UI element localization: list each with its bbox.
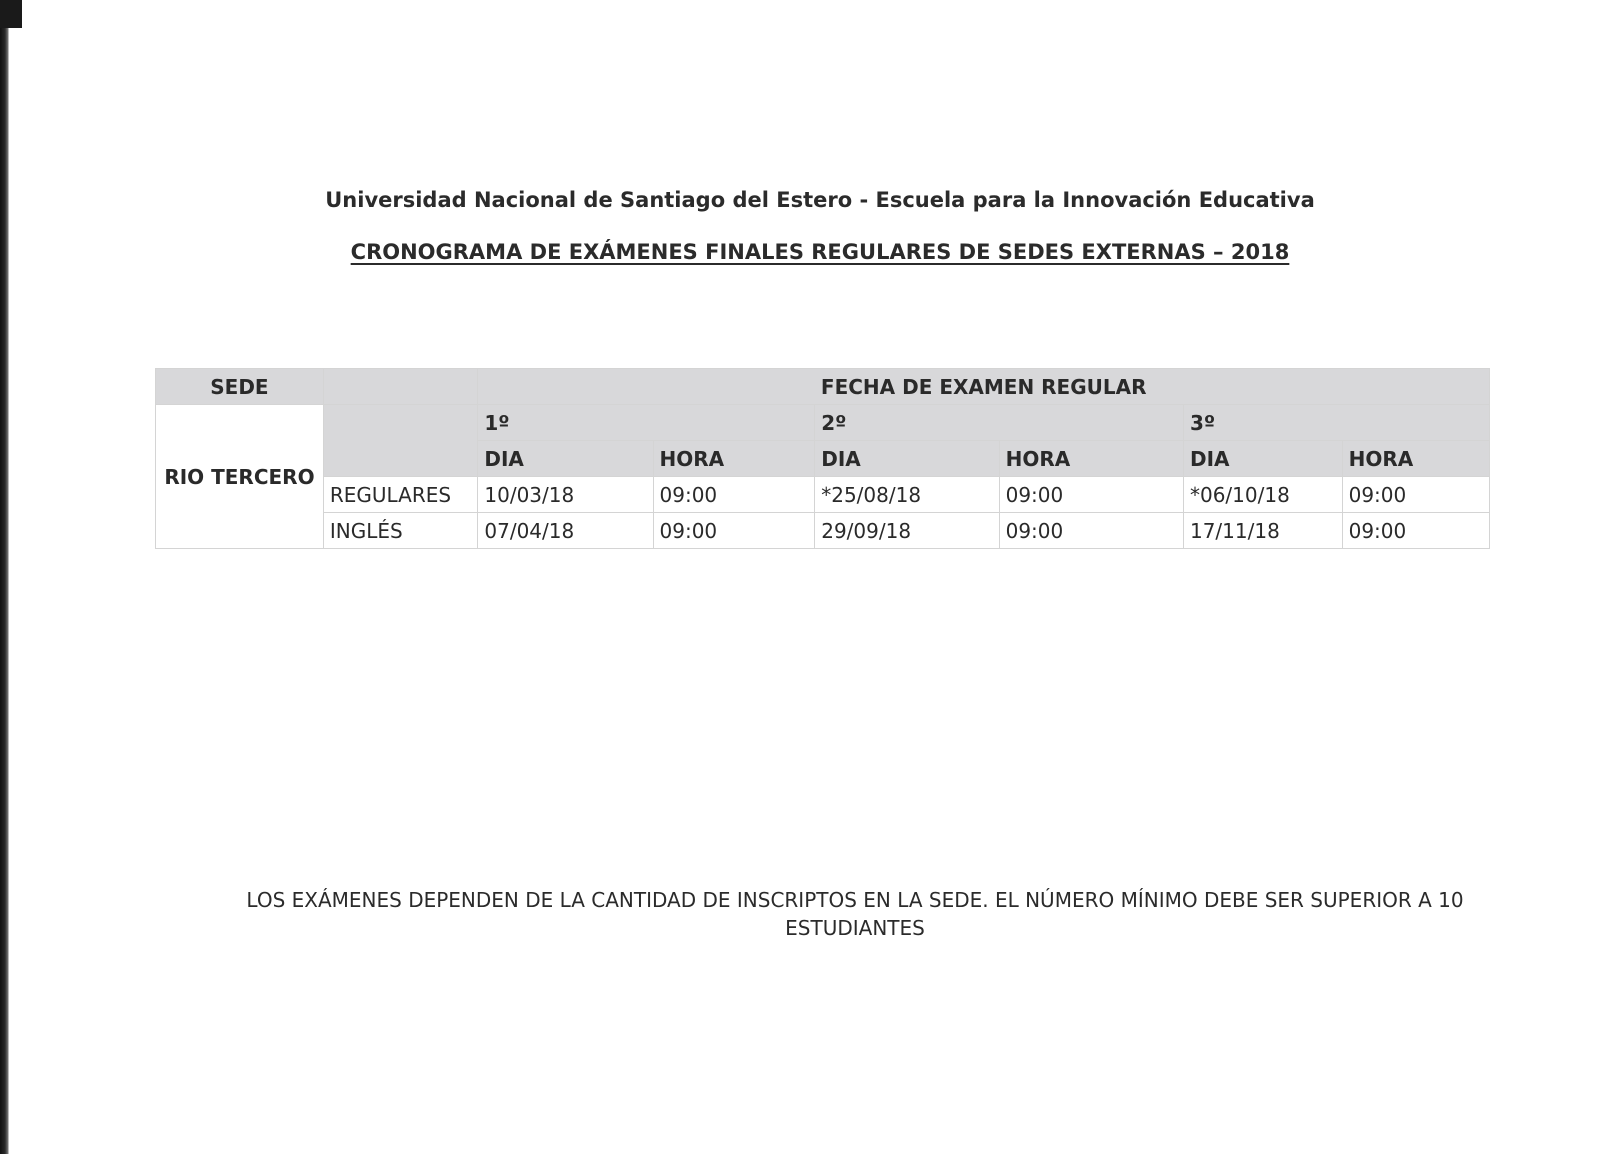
row-label: INGLÉS — [323, 513, 478, 549]
time-cell: 09:00 — [653, 477, 815, 513]
sede-name: RIO TERCERO — [156, 405, 324, 549]
date-cell: 17/11/18 — [1183, 513, 1342, 549]
date-cell: *06/10/18 — [1183, 477, 1342, 513]
period-2: 2º — [815, 405, 1184, 441]
scan-mark — [0, 0, 22, 28]
document-title — [0, 240, 1600, 264]
date-cell: *25/08/18 — [815, 477, 999, 513]
date-cell: 10/03/18 — [478, 477, 653, 513]
exam-schedule-table — [155, 368, 1490, 549]
document-title-text: CRONOGRAMA DE EXÁMENES FINALES REGULARES DE SEDES EXTERNAS – 2018 — [350, 240, 1290, 264]
empty-label-cell — [323, 405, 478, 477]
fecha-header: FECHA DE EXAMEN REGULAR — [478, 369, 1490, 405]
footer-note-line2: ESTUDIANTES — [785, 916, 925, 940]
header-row-2 — [156, 405, 1490, 441]
sede-header: SEDE — [156, 369, 324, 405]
row-label: REGULARES — [323, 477, 478, 513]
footer-note-line1: LOS EXÁMENES DEPENDEN DE LA CANTIDAD DE INSCRIPTOS EN LA SEDE. EL NÚMERO MÍNIMO DEBE SER SUPERIOR A 10 — [246, 888, 1464, 912]
time-cell: 09:00 — [1342, 513, 1489, 549]
footer-note — [0, 886, 1600, 942]
date-cell: 07/04/18 — [478, 513, 653, 549]
hora-header: HORA — [653, 441, 815, 477]
date-cell: 29/09/18 — [815, 513, 999, 549]
header-row-1 — [156, 369, 1490, 405]
table-row — [156, 477, 1490, 513]
period-1: 1º — [478, 405, 815, 441]
table-row — [156, 513, 1490, 549]
hora-header: HORA — [999, 441, 1183, 477]
period-3: 3º — [1183, 405, 1489, 441]
dia-header: DIA — [815, 441, 999, 477]
time-cell: 09:00 — [1342, 477, 1489, 513]
hora-header: HORA — [1342, 441, 1489, 477]
time-cell: 09:00 — [653, 513, 815, 549]
time-cell: 09:00 — [999, 477, 1183, 513]
dia-header: DIA — [1183, 441, 1342, 477]
empty-header-cell — [323, 369, 478, 405]
institution-title: Universidad Nacional de Santiago del Estero - Escuela para la Innovación Educativa — [325, 188, 1315, 212]
dia-header: DIA — [478, 441, 653, 477]
scan-edge — [0, 0, 9, 1154]
time-cell: 09:00 — [999, 513, 1183, 549]
